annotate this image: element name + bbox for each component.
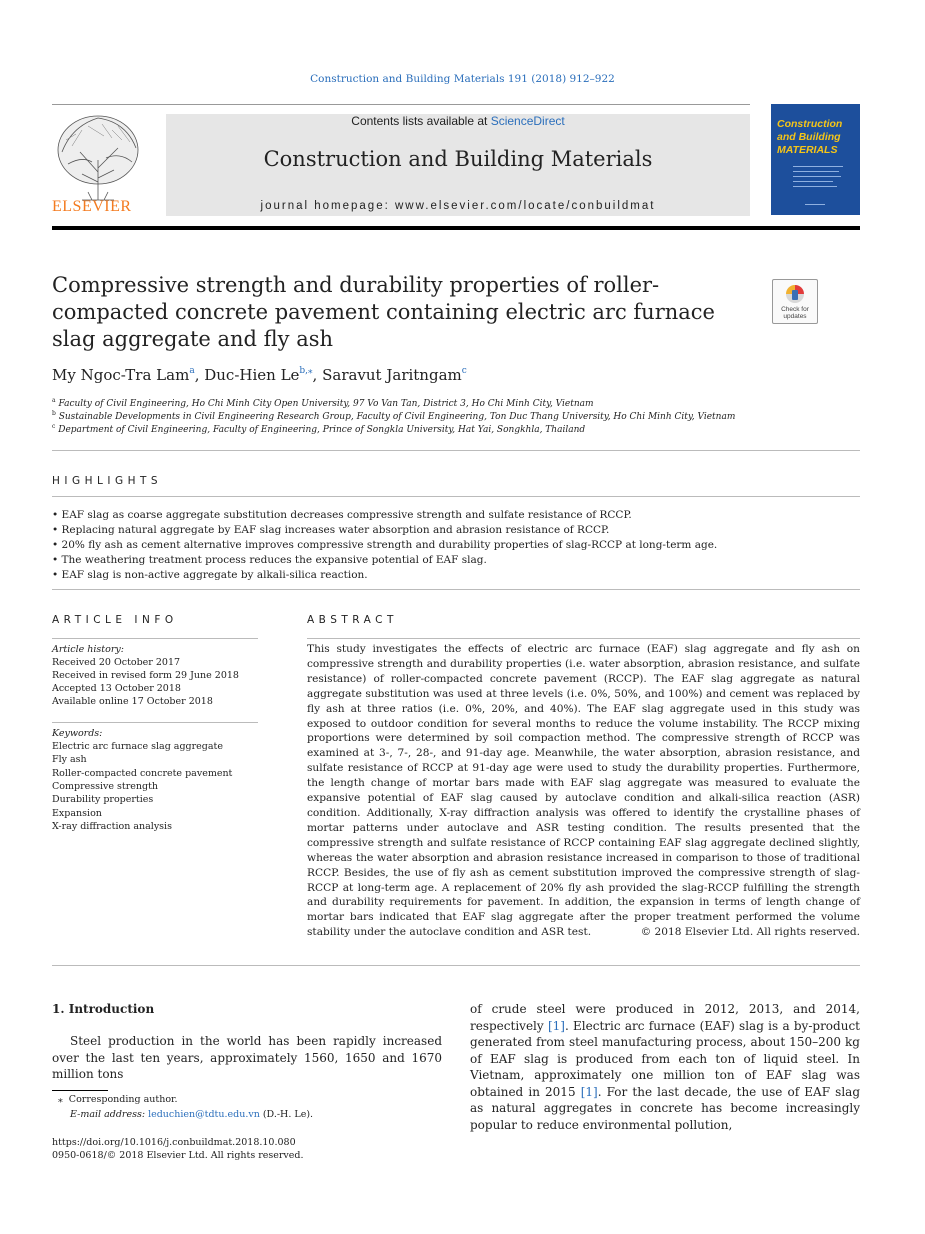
affiliation-mark: c <box>52 423 56 430</box>
author-name[interactable]: My Ngoc-Tra Lam <box>52 366 190 384</box>
affiliation-mark: a <box>52 397 56 404</box>
history-entry: Received 20 October 2017 <box>52 657 181 668</box>
journal-title: Construction and Building Materials <box>263 147 653 171</box>
keyword: Fly ash <box>52 754 87 765</box>
history-entry: Received in revised form 29 June 2018 <box>52 670 239 681</box>
highlights-heading: HIGHLIGHTS <box>52 475 163 487</box>
keyword: Electric arc furnace slag aggregate <box>52 741 223 752</box>
intro-text: of crude steel were produced in 2012, 2013, and 2014, respectively <box>470 1002 860 1033</box>
affiliation-c <box>52 423 585 435</box>
highlight-item: • The weathering treatment process reduces the expansive potential of EAF slag. <box>52 554 487 566</box>
check-updates-label: Check for updates <box>781 306 809 320</box>
article-title: Compressive strength and durability properties of roller-compacted concrete pavement containing electric arc furnace slag aggregate and fly ash <box>52 273 715 351</box>
check-for-updates-button[interactable] <box>772 279 818 324</box>
footnote-text: Corresponding author. <box>68 1094 178 1105</box>
footnote-star: ⁎ <box>58 1094 63 1105</box>
header-rule <box>52 104 750 105</box>
sciencedirect-link[interactable]: ScienceDirect <box>490 114 565 128</box>
keyword: Durability properties <box>52 794 154 805</box>
email-link[interactable]: leduchien@tdtu.edu.vn <box>148 1109 260 1120</box>
section-heading: 1. Introduction <box>52 1002 155 1016</box>
highlight-item: • Replacing natural aggregate by EAF slag increases water absorption and abrasion resistance of RCCP. <box>52 524 610 536</box>
corresponding-author-note <box>58 1094 178 1105</box>
highlight-text: Replacing natural aggregate by EAF slag increases water absorption and abrasion resistance of RCCP. <box>61 524 610 536</box>
author-list <box>52 366 467 384</box>
affiliation-a <box>52 397 594 409</box>
divider <box>52 965 860 966</box>
highlight-item: • EAF slag as coarse aggregate substitution decreases compressive strength and sulfate resistance of RCCP. <box>52 509 632 521</box>
keywords-label: Keywords: <box>52 728 103 739</box>
divider <box>52 589 860 590</box>
email-note <box>70 1109 313 1120</box>
check-updates-icon <box>773 280 817 306</box>
affiliation-b <box>52 410 735 422</box>
cover-text-line <box>793 166 843 167</box>
cover-text-line <box>805 204 825 205</box>
cover-text-line <box>793 186 837 187</box>
cover-title <box>777 118 857 157</box>
abstract-text: This study investigates the effects of electric arc furnace (EAF) slag aggregate and fly ash on compressive strength and durability properties (i.e. water absorption, abrasion resistance, and sulfate resistance) of roller-compacted concrete pavement (RCCP). The EAF slag aggregate as natural aggregate substitution was used at three levels (i.e. 0%, 50%, and 100%) and cement was replaced by fly ash at three ratios (i.e. 0%, 20%, and 40%). The EAF slag aggregate used in this study was exposed to outdoor condition for several months to reduce the volume instability. The RCCP mixing proportions were determined by soil compaction method. The compressive strength of RCCP was examined at 3-, 7-, 28-, and 91-day age. Meanwhile, the water absorption, abrasion resistance, and sulfate resistance of RCCP at 91-day age were used to study the durability properties. Furthermore, the length change of mortar bars made with EAF slag aggregate was measured to evaluate the expansive potential of EAF slag caused by autoclave condition and alkali-silica reaction (ASR) condition. Additionally, X-ray diffraction analysis was offered to identify the crystalline phases of mortar patterns under autoclave and ASR testing condition. The results presented that the compressive strength and sulfate resistance of RCCP containing EAF slag aggregate declined slightly, whereas the water absorption and abrasion resistance increased in comparison to those of traditional RCCP. Besides, the use of fly ash as cement substitution improved the compressive strength of slag-RCCP at long-term age. A replacement of 20% fly ash provided the slag-RCCP fulfilling the strength and durability requirements for pavement. In addition, the expansion in terms of length change of mortar bars indicated that EAF slag aggregate after the proper treatment performed the volume stability under the autoclave condition and ASR test. <box>307 643 860 939</box>
citation-link[interactable]: [1] <box>580 1084 598 1099</box>
history-entry: Accepted 13 October 2018 <box>52 683 181 694</box>
intro-text: . For the last decade, the use of EAF slag as natural aggregates in concrete has become increasingly popular to reduce environmental pollution, <box>470 1084 861 1132</box>
cover-title-line-3: MATERIALS <box>777 144 838 156</box>
affiliation-text: Department of Civil Engineering, Faculty of Engineering, Prince of Songkla University, Hat Yai, Songkhla, Thailand <box>58 425 586 435</box>
cover-text-line <box>793 171 839 172</box>
keyword: Roller-compacted concrete pavement <box>52 768 233 779</box>
article-info-heading: ARTICLE INFO <box>52 614 178 626</box>
cover-text-line <box>793 176 841 177</box>
affiliation-mark: b <box>52 410 56 417</box>
author-affiliation-mark[interactable]: b,⁎ <box>299 366 313 376</box>
keyword: Expansion <box>52 808 102 819</box>
highlight-text: 20% fly ash as cement alternative improves compressive strength and durability properties of slag-RCCP at long-term age. <box>61 539 718 551</box>
affiliation-text: Faculty of Civil Engineering, Ho Chi Minh City Open University, 97 Vo Van Tan, District 3, Ho Chi Minh City, Vietnam <box>58 399 594 409</box>
history-label: Article history: <box>52 644 124 655</box>
affiliation-text: Sustainable Developments in Civil Engineering Research Group, Faculty of Civil Engineering, Ton Duc Thang University, Ho Chi Minh City, Vietnam <box>58 412 736 422</box>
highlight-text: EAF slag is non-active aggregate by alkali-silica reaction. <box>61 569 368 581</box>
author-affiliation-mark[interactable]: c <box>461 366 467 376</box>
keyword: X-ray diffraction analysis <box>52 821 172 832</box>
highlight-item: • 20% fly ash as cement alternative improves compressive strength and durability properties of slag-RCCP at long-term age. <box>52 539 718 551</box>
header-thick-rule <box>52 226 860 230</box>
author-name[interactable]: Duc-Hien Le <box>204 366 300 384</box>
author-name[interactable]: Saravut Jaritngam <box>322 366 462 384</box>
highlight-item: • EAF slag is non-active aggregate by alkali-silica reaction. <box>52 569 368 581</box>
journal-homepage[interactable]: journal homepage: www.elsevier.com/locate/conbuildmat <box>260 200 656 212</box>
divider <box>52 450 860 451</box>
elsevier-logo <box>52 112 152 216</box>
cover-title-line-2: and Building <box>777 131 841 143</box>
email-suffix: (D.-H. Le). <box>259 1109 314 1120</box>
intro-text: . Electric arc furnace (EAF) slag is a by-product generated from steel manufacturing process, about 150–200 kg of EAF slag is produced from each ton of liquid steel. In Vietnam, approximately one million ton of EAF slag was obtained in 2015 <box>470 1018 860 1099</box>
intro-paragraph-right <box>470 1001 860 1133</box>
issn-line: 0950-0618/© 2018 Elsevier Ltd. All rights reserved. <box>52 1150 304 1161</box>
author-separator: , <box>312 366 323 384</box>
journal-reference[interactable]: Construction and Building Materials 191 (2018) 912–922 <box>310 73 615 85</box>
doi-link[interactable]: https://doi.org/10.1016/j.conbuildmat.2018.10.080 <box>52 1137 296 1148</box>
author-affiliation-mark[interactable]: a <box>189 366 195 376</box>
email-label: E-mail address: <box>70 1109 149 1120</box>
keyword: Compressive strength <box>52 781 159 792</box>
abstract-copyright: © 2018 Elsevier Ltd. All rights reserved. <box>640 926 860 938</box>
history-entry: Available online 17 October 2018 <box>52 696 213 707</box>
contents-line <box>166 114 750 128</box>
intro-paragraph-left: Steel production in the world has been rapidly increased over the last ten years, approximately 1560, 1650 and 1670 million tons <box>52 1034 442 1081</box>
divider <box>52 496 860 497</box>
contents-prefix: Contents lists available at <box>351 114 491 128</box>
highlight-text: The weathering treatment process reduces the expansive potential of EAF slag. <box>61 554 487 566</box>
footnote-rule <box>52 1090 108 1091</box>
citation-link[interactable]: [1] <box>547 1018 565 1033</box>
highlight-text: EAF slag as coarse aggregate substitution decreases compressive strength and sulfate resistance of RCCP. <box>61 509 632 521</box>
cover-text-line <box>793 181 833 182</box>
publisher-name: ELSEVIER <box>52 198 132 215</box>
cover-title-line-1: Construction <box>777 118 843 130</box>
abstract-heading: ABSTRACT <box>307 614 398 626</box>
divider <box>307 638 860 639</box>
journal-cover-image <box>771 104 860 215</box>
divider <box>52 638 258 639</box>
author-separator: , <box>194 366 205 384</box>
divider <box>52 722 258 723</box>
